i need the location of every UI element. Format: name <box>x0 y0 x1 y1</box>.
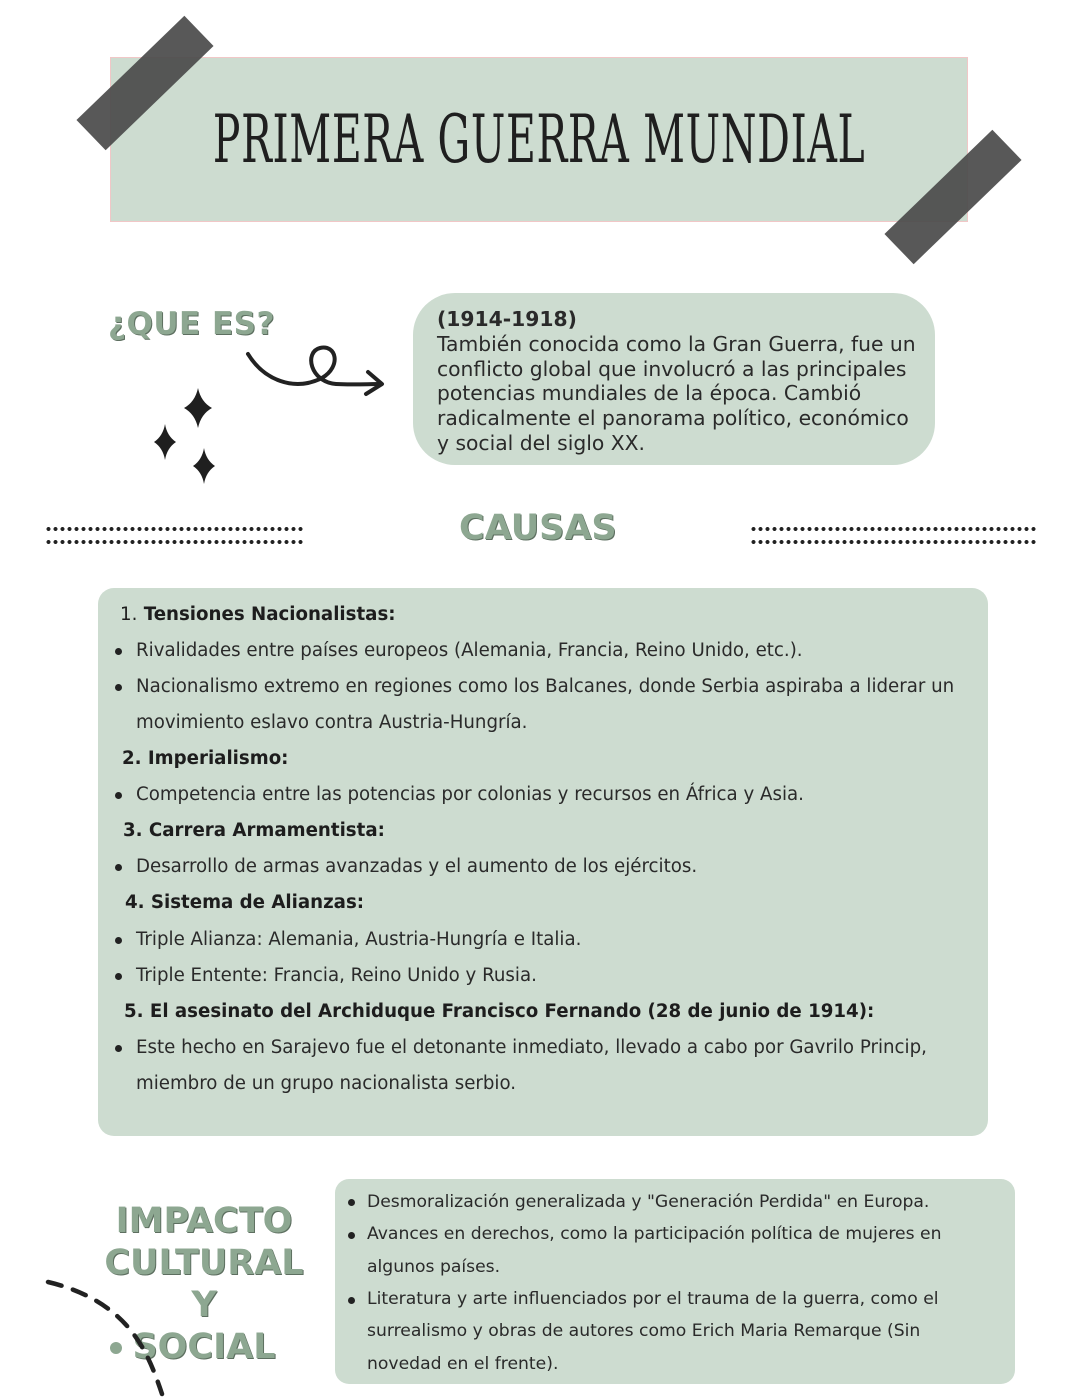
cause-bullet: Triple Alianza: Alemania, Austria-Hungría e Italia. <box>136 929 582 950</box>
bullet-icon <box>115 864 122 871</box>
cause-heading-3: 3. Carrera Armamentista: <box>123 820 385 841</box>
cause-heading-text: Tensiones Nacionalistas: <box>143 604 396 625</box>
impact-bullet-continued: surrealismo y obras de autores como Erich Maria Remarque (Sin <box>367 1321 921 1341</box>
arrow-loop-icon <box>244 340 389 400</box>
bullet-icon <box>348 1297 355 1304</box>
cause-bullet: Desarrollo de armas avanzadas y el aumento de los ejércitos. <box>136 856 698 877</box>
impacto-box <box>335 1179 1015 1384</box>
definition-line: potencias mundiales de la época. Cambió <box>437 381 862 406</box>
impact-bullet: Desmoralización generalizada y "Generación Perdida" en Europa. <box>367 1192 930 1212</box>
impacto-heading-line: SOCIAL <box>132 1327 276 1367</box>
impact-bullet: Avances en derechos, como la participación política de mujeres en <box>367 1224 942 1244</box>
impacto-heading-line: IMPACTO <box>115 1201 293 1241</box>
dashed-curve-decoration <box>42 1276 182 1397</box>
cause-bullet: Rivalidades entre países europeos (Alemania, Francia, Reino Unido, etc.). <box>136 640 803 661</box>
years-label: (1914-1918) <box>437 307 577 331</box>
bullet-icon <box>115 973 122 980</box>
definition-line: y social del siglo XX. <box>437 430 645 455</box>
cause-bullet-continued: movimiento eslavo contra Austria-Hungría. <box>136 712 528 733</box>
causas-box <box>98 588 988 1136</box>
impacto-heading-line: CULTURAL Y <box>104 1243 304 1325</box>
sparkles-icon <box>148 386 223 490</box>
cause-bullet: Nacionalismo extremo en regiones como los Balcanes, donde Serbia aspiraba a liderar un <box>136 676 955 697</box>
definition-line: También conocida como la Gran Guerra, fue un <box>437 331 916 356</box>
cause-heading-2: 2. Imperialismo: <box>122 748 289 769</box>
definition-line: conflicto global que involucró a las principales <box>437 356 907 381</box>
impact-bullet: Literatura y arte influenciados por el trauma de la guerra, como el <box>367 1289 939 1309</box>
bullet-icon <box>115 937 122 944</box>
definition-box <box>413 293 935 465</box>
cause-bullet: Triple Entente: Francia, Reino Unido y Rusia. <box>136 965 537 986</box>
title-banner <box>110 57 968 222</box>
dotted-divider-right <box>750 527 1037 545</box>
bullet-icon <box>115 648 122 655</box>
bullet-icon <box>115 1045 122 1052</box>
cause-bullet: Este hecho en Sarajevo fue el detonante inmediato, llevado a cabo por Gavrilo Princip, <box>136 1037 927 1058</box>
cause-number: 1. <box>120 604 138 625</box>
cause-bullet-continued: miembro de un grupo nacionalista serbio. <box>136 1073 517 1094</box>
cause-heading-1 <box>120 604 396 625</box>
que-es-heading: ¿QUE ES? <box>108 306 275 342</box>
bullet-icon <box>115 792 122 799</box>
cause-heading-5: 5. El asesinato del Archiduque Francisco Fernando (28 de junio de 1914): <box>124 1001 875 1022</box>
causas-heading: CAUSAS <box>459 508 617 548</box>
bullet-icon <box>348 1199 355 1206</box>
page-title: PRIMERA GUERRA MUNDIAL <box>212 101 866 178</box>
cause-bullet: Competencia entre las potencias por colonias y recursos en África y Asia. <box>136 784 804 805</box>
bullet-icon <box>115 684 122 691</box>
bullet-icon <box>348 1232 355 1239</box>
cause-heading-4: 4. Sistema de Alianzas: <box>125 892 365 913</box>
impact-bullet-continued: novedad en el frente). <box>367 1354 559 1374</box>
impact-bullet-continued: algunos países. <box>367 1257 501 1277</box>
dotted-divider-left <box>45 527 303 545</box>
definition-line: radicalmente el panorama político, económico <box>437 406 909 431</box>
